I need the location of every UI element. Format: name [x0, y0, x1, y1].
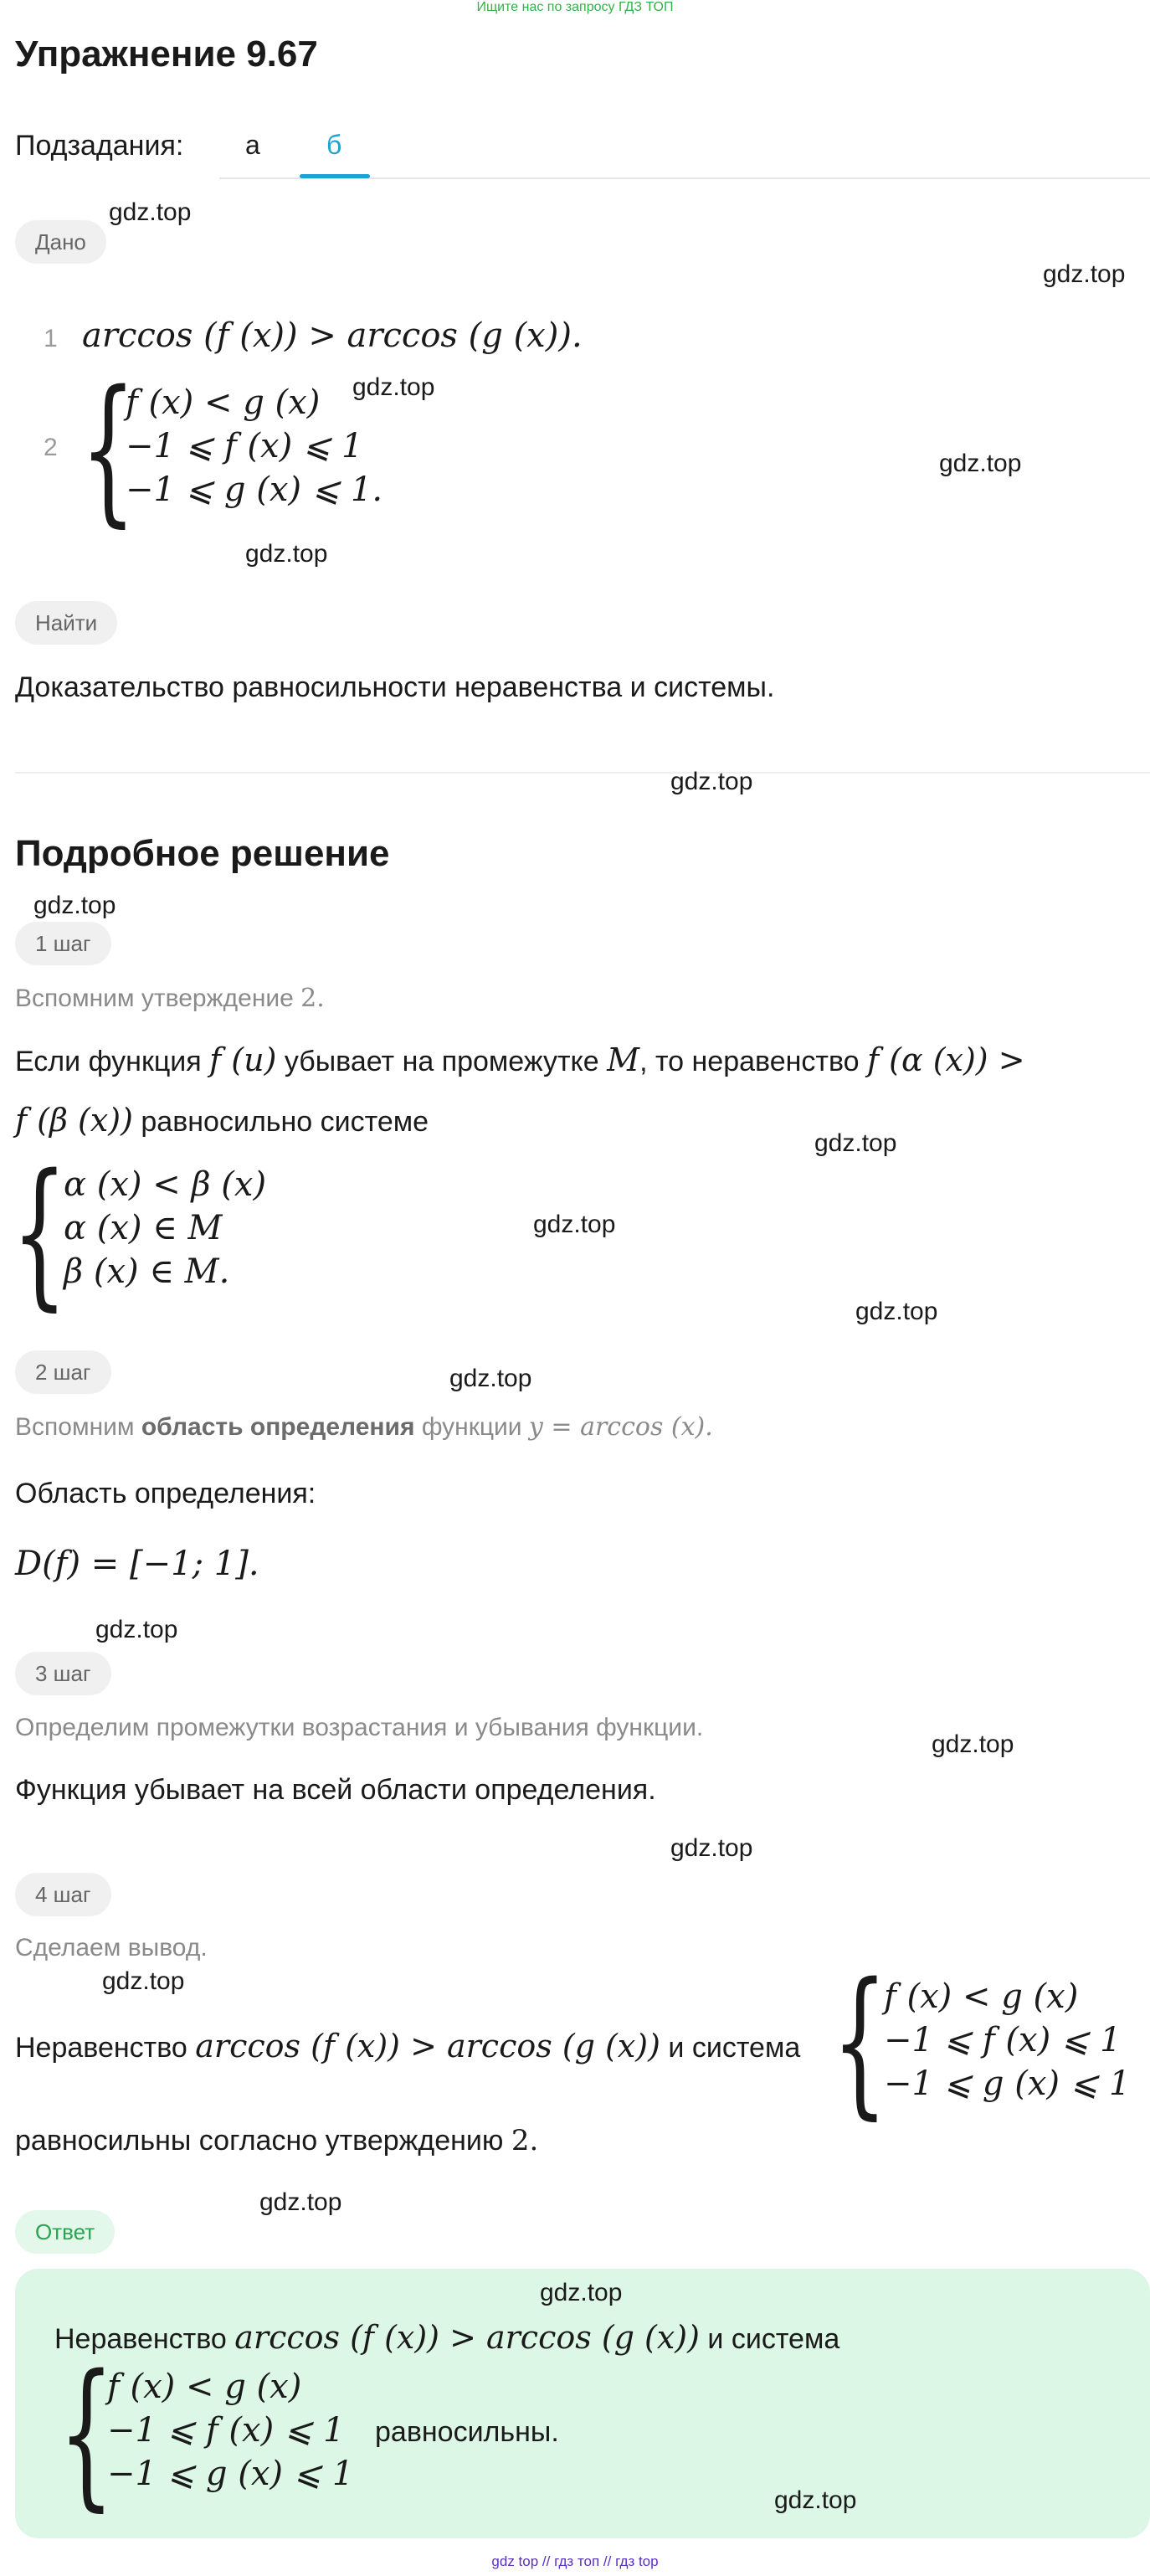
watermark: gdz.top — [1043, 260, 1126, 288]
watermark: gdz.top — [855, 1298, 938, 1325]
subtasks-label: Подзадания: — [15, 130, 184, 162]
step3-hint: Определим промежутки возрастания и убывания функции. — [15, 1714, 704, 1741]
step4-system-brace: { — [832, 1949, 888, 2134]
watermark: gdz.top — [245, 540, 328, 568]
step4-system-line-3: −1 ⩽ g (x) ⩽ 1 — [884, 2064, 1131, 2103]
step1-text-c: , то неравенство — [639, 1046, 860, 1077]
watermark: gdz.top — [33, 892, 116, 919]
active-tab-indicator — [300, 174, 370, 178]
step1-hint — [15, 984, 325, 1013]
step4-sentence — [15, 2028, 800, 2064]
answer-text-a: Неравенство — [54, 2323, 227, 2355]
given-system-brace: { — [80, 357, 136, 542]
step1-math-inequality: f (α (x)) > — [867, 1041, 1025, 1078]
footer-links[interactable]: gdz top // гдз топ // гдз top — [491, 2553, 659, 2569]
step2-hint-bold: область определения — [141, 1413, 415, 1441]
watermark: gdz.top — [939, 450, 1022, 477]
watermark: gdz.top — [814, 1129, 897, 1157]
step2-formula: D(f) = [−1; 1]. — [15, 1545, 259, 1583]
watermark: gdz.top — [932, 1730, 1014, 1758]
given-row-number-2: 2 — [44, 434, 58, 461]
step1-math-M: M — [607, 1041, 640, 1078]
step3-chip: 3 шаг — [15, 1652, 111, 1695]
step4-system-line-2: −1 ⩽ f (x) ⩽ 1 — [884, 2021, 1122, 2059]
answer-sentence — [54, 2319, 839, 2356]
step1-hint-number: 2. — [300, 984, 325, 1013]
step2-hint — [15, 1412, 713, 1442]
answer-conclusion: равносильны. — [375, 2416, 559, 2448]
step1-text-a: Если функция — [15, 1046, 202, 1077]
answer-chip: Ответ — [15, 2210, 115, 2254]
step2-chip: 2 шаг — [15, 1350, 111, 1394]
watermark: gdz.top — [102, 1967, 185, 1995]
find-chip: Найти — [15, 601, 117, 645]
given-system-line-2: −1 ⩽ f (x) ⩽ 1 — [126, 427, 363, 465]
step2-hint-math: y = arccos (x). — [528, 1412, 713, 1442]
answer-system-line-3: −1 ⩽ g (x) ⩽ 1 — [107, 2455, 354, 2493]
watermark: gdz.top — [449, 1365, 532, 1392]
watermark: gdz.top — [109, 198, 192, 226]
step4-chip: 4 шаг — [15, 1873, 111, 1916]
answer-system-line-2: −1 ⩽ f (x) ⩽ 1 — [107, 2411, 345, 2450]
step4-text-a: Неравенство — [15, 2032, 187, 2064]
answer-text-b: и система — [707, 2323, 840, 2355]
watermark: gdz.top — [259, 2188, 342, 2216]
step4-math-inequality: arccos (f (x)) > arccos (g (x)) — [195, 2028, 660, 2064]
step1-chip: 1 шаг — [15, 922, 111, 965]
given-system-line-1: f (x) < g (x) — [126, 383, 321, 422]
step4-system-line-1: f (x) < g (x) — [884, 1977, 1079, 2016]
given-row-number-1: 1 — [44, 325, 58, 352]
step4-conclusion — [15, 2124, 538, 2157]
section-divider — [15, 772, 1150, 774]
watermark: gdz.top — [670, 768, 753, 795]
step1-system-line-3: β (x) ∈ M. — [64, 1252, 230, 1291]
step1-system-line-1: α (x) < β (x) — [64, 1165, 267, 1204]
step2-text: Область определения: — [15, 1478, 316, 1509]
tab-subtask-a[interactable]: а — [245, 130, 260, 160]
top-banner[interactable]: Ищите нас по запросу ГДЗ ТОП — [476, 0, 674, 14]
answer-system-brace: { — [59, 2341, 115, 2526]
given-chip: Дано — [15, 220, 106, 264]
page-title: Упражнение 9.67 — [15, 33, 318, 75]
answer-system-line-1: f (x) < g (x) — [107, 2368, 302, 2406]
tab-subtask-b[interactable]: б — [326, 130, 342, 160]
step1-hint-text: Вспомним утверждение — [15, 985, 294, 1012]
step4-text-b: и система — [668, 2032, 801, 2064]
step1-system-line-2: α (x) ∈ M — [64, 1209, 223, 1247]
step4-text-number: 2. — [511, 2124, 539, 2157]
step4-text-c: равносильны согласно утверждению — [15, 2125, 504, 2157]
step1-text-d: равносильно системе — [141, 1106, 429, 1138]
answer-math-inequality: arccos (f (x)) > arccos (g (x)) — [234, 2319, 700, 2356]
watermark: gdz.top — [533, 1211, 616, 1238]
watermark: gdz.top — [95, 1616, 178, 1643]
find-text: Доказательство равносильности неравенства и системы. — [15, 671, 775, 703]
step1-math-fu: f (u) — [209, 1041, 277, 1078]
step1-paragraph-line-1 — [15, 1041, 1025, 1078]
watermark: gdz.top — [540, 2279, 623, 2306]
step1-text-b: убывает на промежутке — [284, 1046, 599, 1077]
step1-paragraph-line-2 — [15, 1102, 429, 1139]
watermark: gdz.top — [670, 1834, 753, 1862]
watermark: gdz.top — [352, 373, 435, 401]
step4-hint: Сделаем вывод. — [15, 1934, 208, 1962]
given-system-line-3: −1 ⩽ g (x) ⩽ 1. — [126, 470, 383, 509]
step1-system-brace: { — [12, 1140, 68, 1325]
step2-hint-b: функции — [421, 1413, 522, 1441]
step2-hint-a: Вспомним — [15, 1413, 135, 1441]
given-inequality: arccos (f (x)) > arccos (g (x)). — [82, 316, 583, 355]
step1-math-fbeta: f (β (x)) — [15, 1102, 133, 1139]
step3-text: Функция убывает на всей области определения. — [15, 1774, 656, 1806]
solution-heading: Подробное решение — [15, 833, 390, 874]
watermark: gdz.top — [774, 2486, 857, 2514]
